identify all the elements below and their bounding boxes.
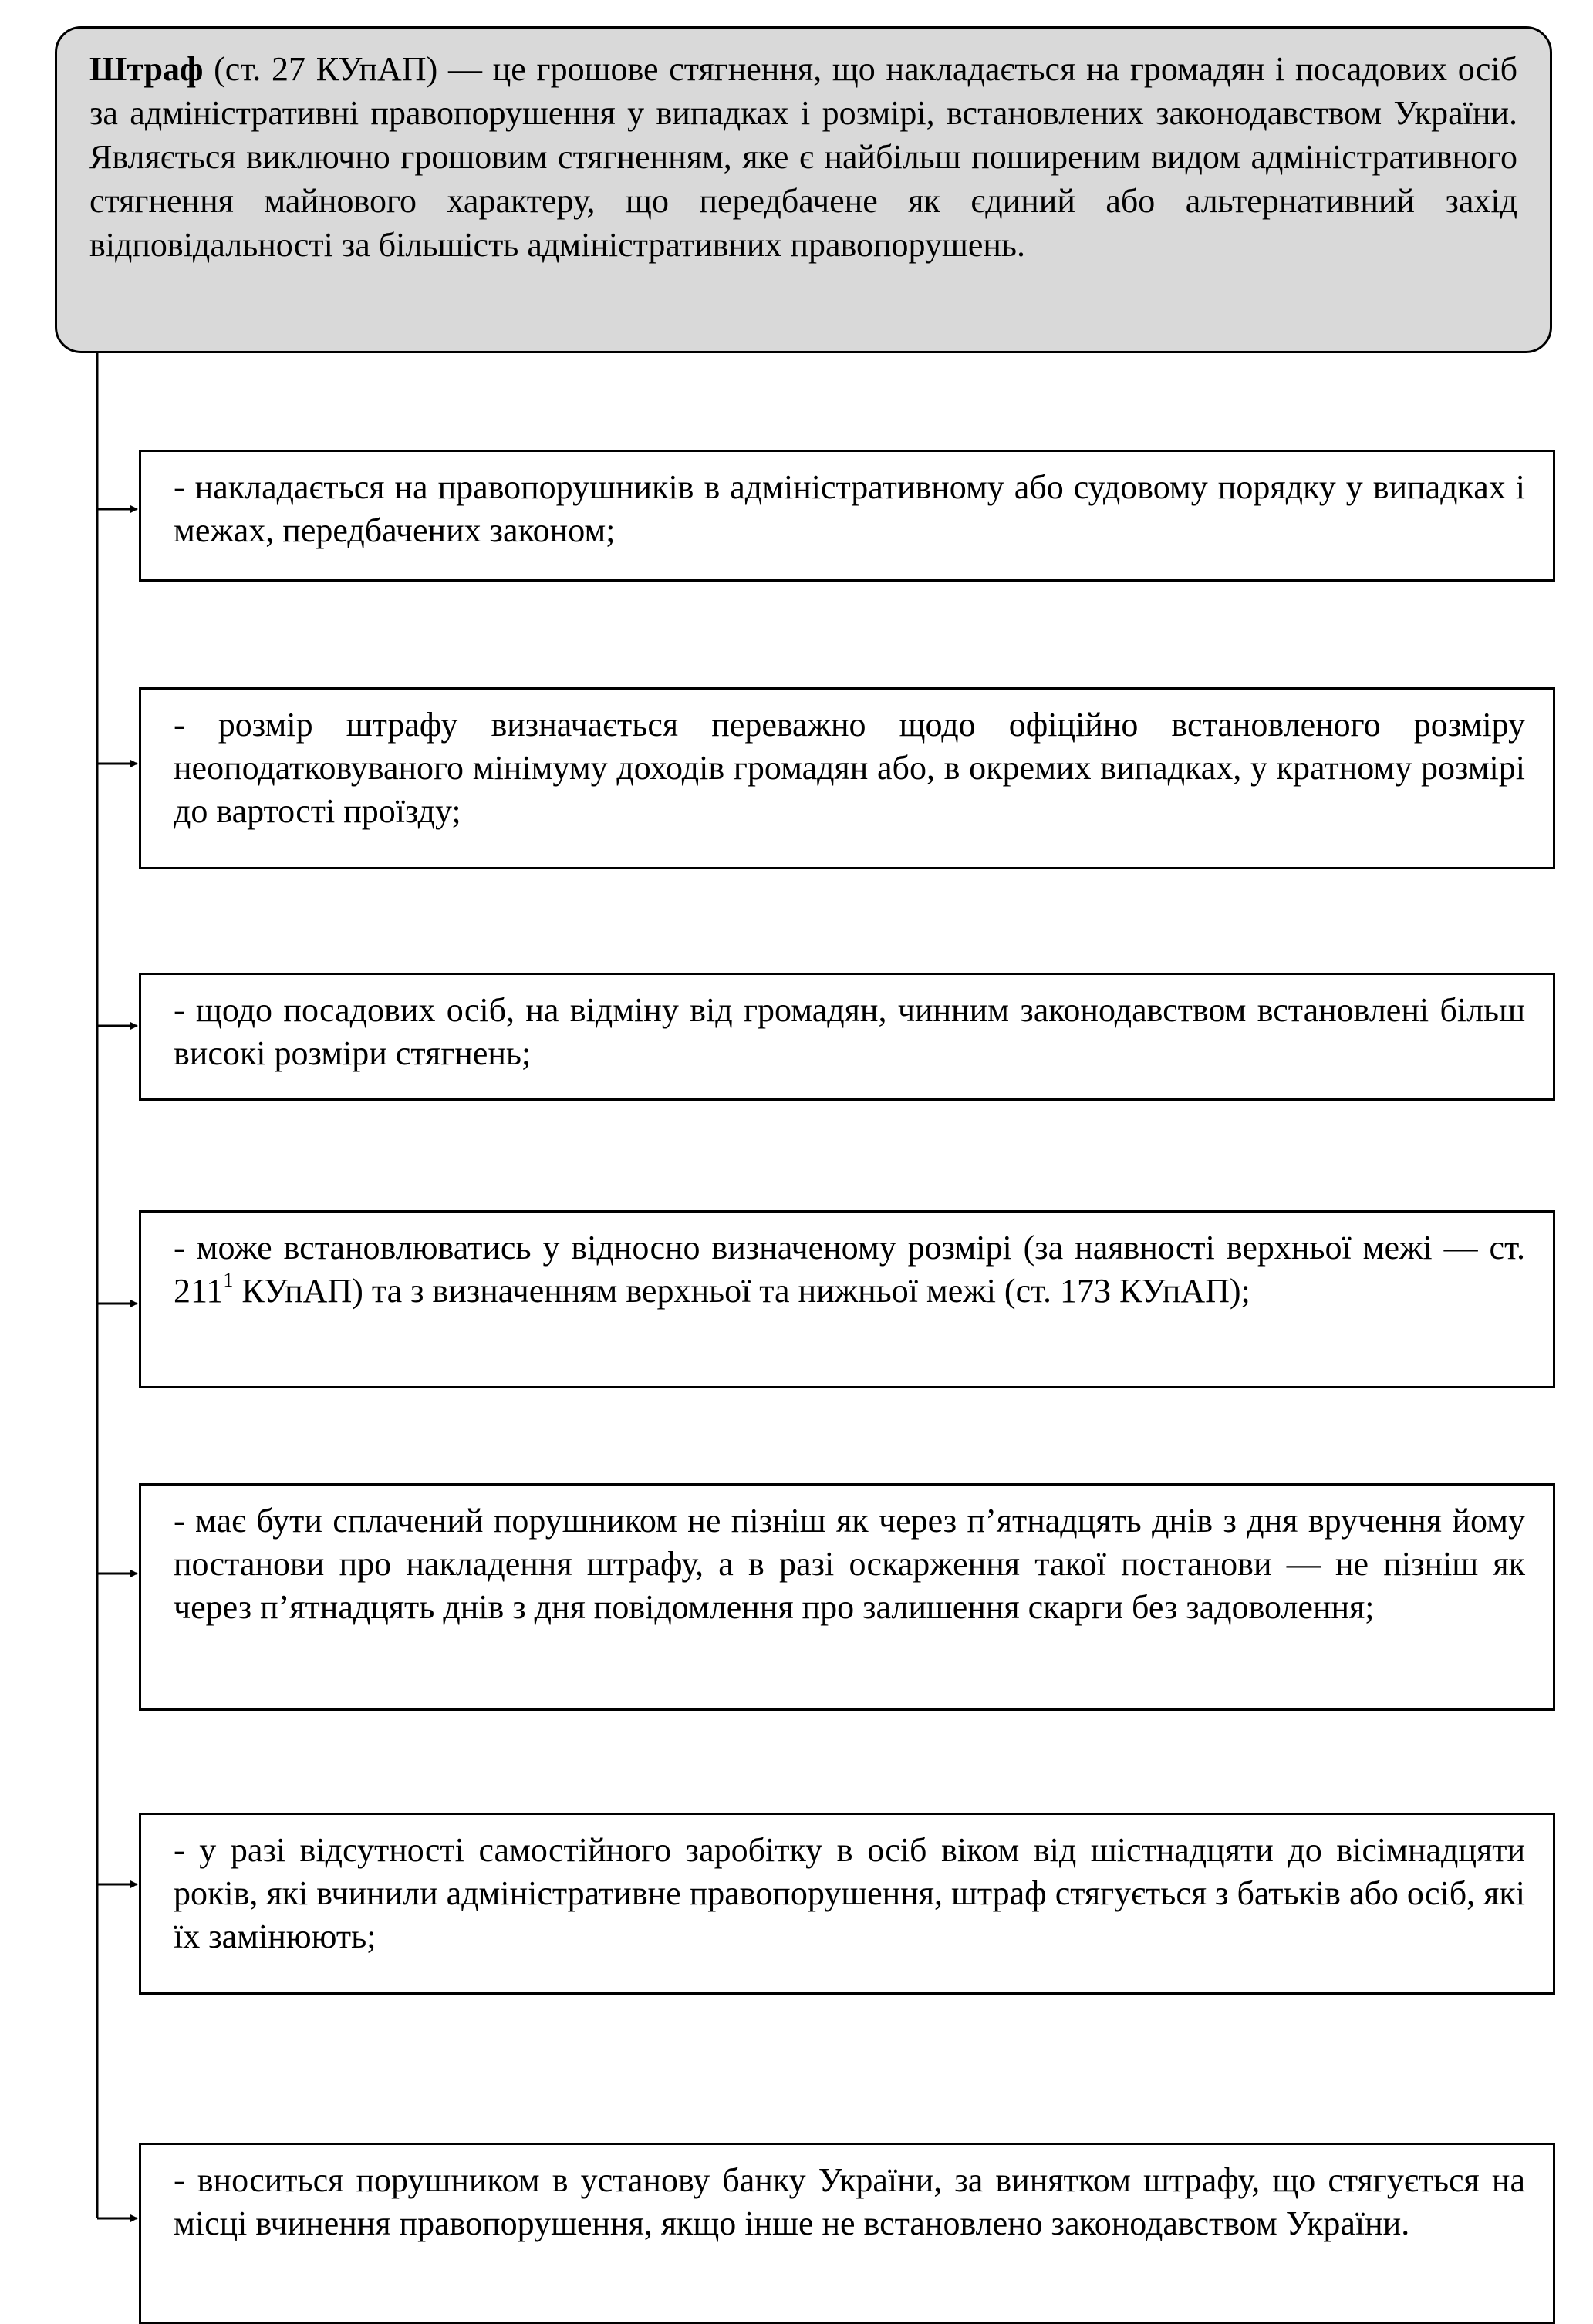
feature-box-4 (139, 1210, 1555, 1388)
feature-text-4a: - може встановлюватись у відносно визначеному розмірі (за наявності верхньої межі — ст. 211 (174, 1229, 1525, 1310)
feature-box-2 (139, 687, 1555, 869)
feature-box-6 (139, 1813, 1555, 1995)
feature-text-5: - має бути сплачений порушником не пізніш як через п’ятнадцять днів з дня вручення йому постанови про накладення штрафу, а в разі оскарження такої постанови — не пізніш як через п’ятнадцять днів з дня повідомлення про залишення скарги без задоволення; (174, 1502, 1525, 1626)
feature-text-3: - щодо посадових осіб, на відміну від громадян, чинним законодавством встановлені більш високі розміри стягнень; (174, 991, 1525, 1072)
feature-text-7: - вноситься порушником в установу банку України, за винятком штрафу, що стягується на місці вчинення правопорушення, якщо інше не встановлено законодавством України. (174, 2161, 1525, 2242)
feature-box-7 (139, 2143, 1555, 2324)
branch-arrows (97, 509, 137, 2218)
feature-text-2: - розмір штрафу визначається переважно щодо офіційно встановленого розміру неоподатковуваного мінімуму доходів громадян або, в окремих випадках, у кратному розмірі до вартості проїзду; (174, 706, 1525, 830)
feature-text-4b: КУпАП) та з визначенням верхньої та нижньої межі (ст. 173 КУпАП); (233, 1272, 1250, 1310)
feature-text-6: - у разі відсутності самостійного заробітку в осіб віком від шістнадцяти до вісімнадцяти років, які вчинили адміністративне правопорушення, штраф стягується з батьків або осіб, які їх замінюють; (174, 1831, 1525, 1955)
definition-text: (ст. 27 КУпАП) — це грошове стягнення, що накладається на громадян і посадових осіб за адміністративні правопорушення у випадках і розмірі, встановлених законодавством України. Являється виключно грошовим стягненням, яке є найбільш поширеним видом адміністративного стягнення майнового характеру, що передбачене як єдиний або альтернативний захід відповідальності за більшість адміністративних правопорушень. (89, 50, 1517, 264)
feature-box-1 (139, 450, 1555, 582)
feature-superscript: 1 (223, 1269, 234, 1292)
feature-box-5 (139, 1483, 1555, 1711)
term-title: Штраф (89, 50, 204, 88)
feature-text-1: - накладається на правопорушників в адміністративному або судовому порядку у випадках і межах, передбачених законом; (174, 468, 1525, 549)
feature-box-3 (139, 973, 1555, 1101)
